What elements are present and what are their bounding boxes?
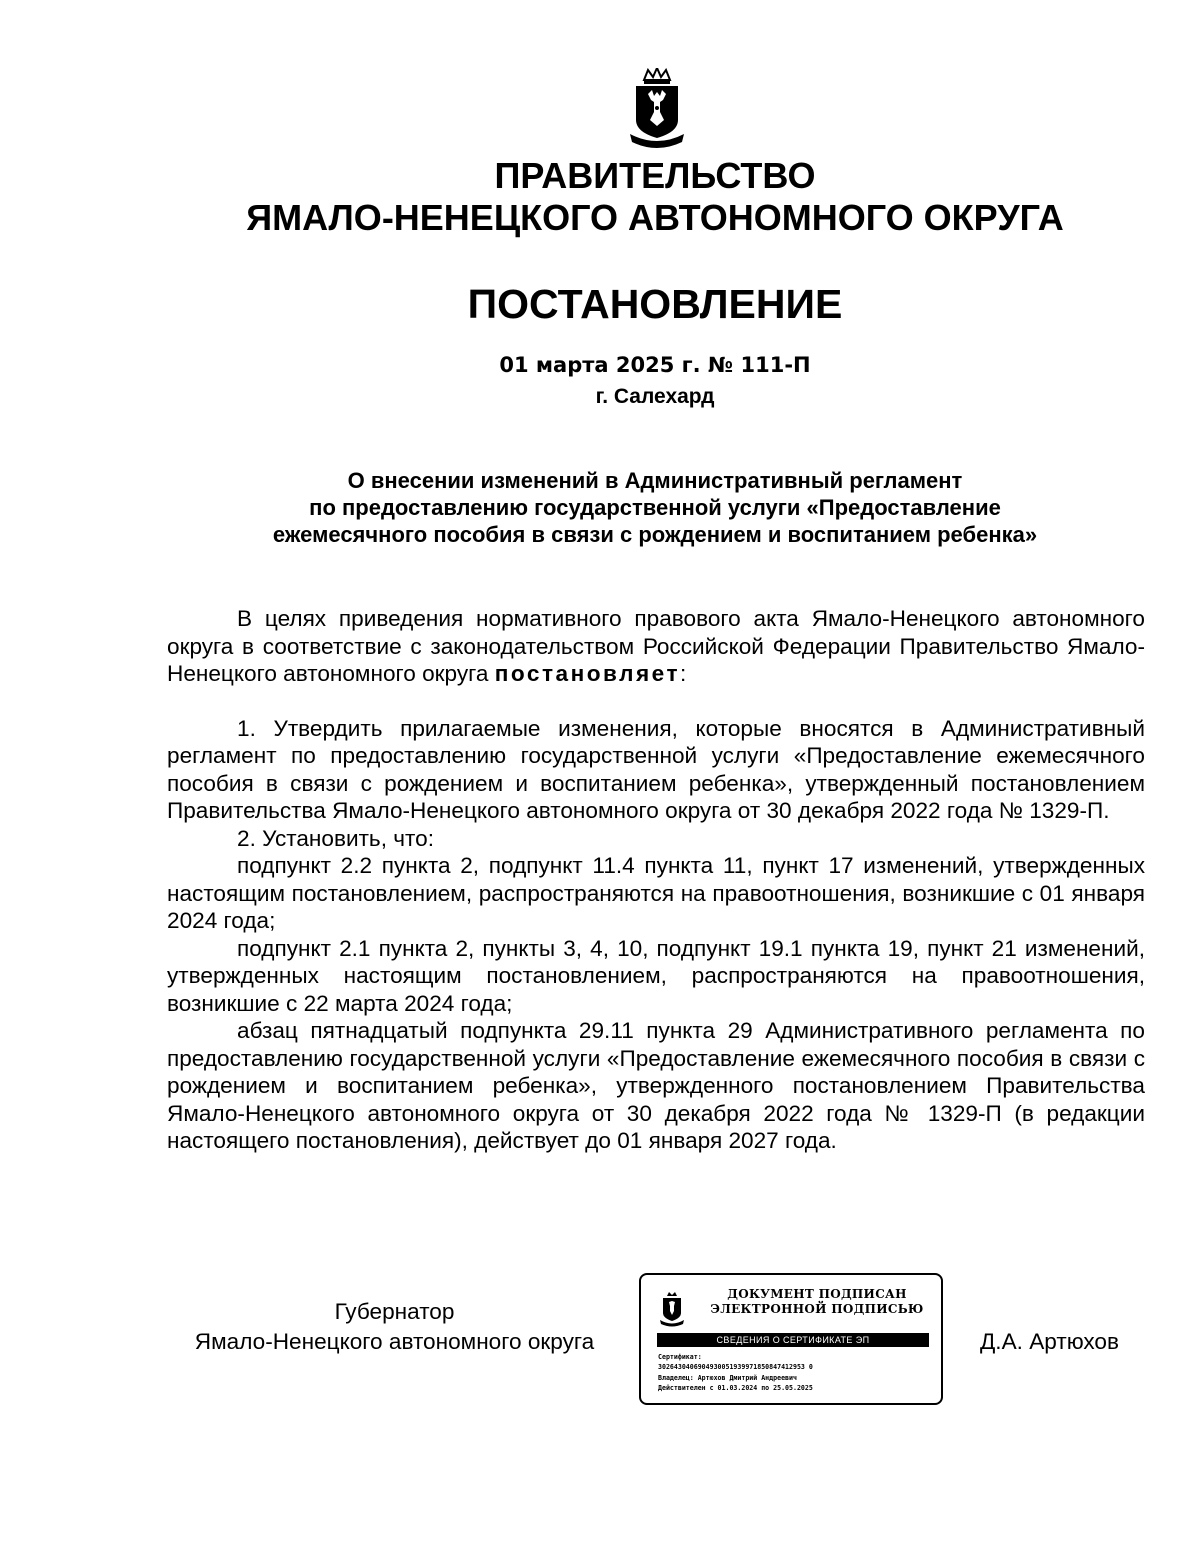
item-1-paragraph: 1. Утвердить прилагаемые изменения, которые вносятся в Административный регламент по предоставлению государственной услуги «Предоставление ежемесячного пособия в связи с рождением и воспитанием ребенка», утвержденный постановлением Правительства Ямало-Ненецкого автономного округа от 30 декабря 2022 года № 1329-П. xyxy=(167,715,1145,823)
certificate-owner: Владелец: Артюхов Дмитрий Андреевич xyxy=(658,1373,797,1382)
government-title-line2: ЯМАЛО-НЕНЕЦКОГО АВТОНОМНОГО ОКРУГА xyxy=(246,197,1064,238)
signatory-name: Д.А. Артюхов xyxy=(980,1329,1119,1354)
certificate-validity: Действителен с 01.03.2024 по 25.05.2025 xyxy=(658,1383,813,1392)
stamp-title-line1: ДОКУМЕНТ ПОДПИСАН xyxy=(727,1287,907,1301)
item-2-paragraph: 2. Установить, что: xyxy=(237,825,434,851)
preamble-end: : xyxy=(680,661,687,686)
signatory-position xyxy=(167,1297,622,1357)
resolves-word: постановляет xyxy=(494,661,681,686)
city: г. Салехард xyxy=(595,385,715,408)
electronic-signature-stamp xyxy=(639,1273,943,1405)
item-2c-paragraph: абзац пятнадцатый подпункта 29.11 пункта 29 Административного регламента по предоставлению государственной услуги «Предоставление ежемесячного пособия в связи с рождением и воспитанием ребенка», утвержденного постановлением Правительства Ямало-Ненецкого автономного округа от 30 декабря 2022 года № 1329-П (в редакции настоящего постановления), действует до 01 января 2027 года. xyxy=(167,1018,1145,1153)
stamp-title-line2: ЭЛЕКТРОННОЙ ПОДПИСЬЮ xyxy=(710,1302,924,1316)
signatory-position-line1: Губернатор xyxy=(334,1299,455,1324)
document-body xyxy=(167,605,1145,1155)
coat-of-arms-emblem xyxy=(626,68,688,150)
document-type-title: ПОСТАНОВЛЕНИЕ xyxy=(467,281,843,327)
subject-line: О внесении изменений в Административный регламент xyxy=(347,468,963,493)
signatory-position-line2: Ямало-Ненецкого автономного округа xyxy=(194,1329,595,1354)
document-subject xyxy=(0,467,1200,548)
preamble-text: В целях приведения нормативного правового акта Ямало-Ненецкого автономного округа в соответствие с законодательством Российской Федерации Правительство Ямало-Ненецкого автономного округа xyxy=(167,606,1145,686)
subject-line: ежемесячного пособия в связи с рождением и воспитанием ребенка» xyxy=(272,522,1038,547)
stamp-emblem-icon xyxy=(659,1291,685,1327)
certificate-label: Сертификат: xyxy=(658,1353,702,1361)
certificate-number: 3026430406904930051939971850847412953 0 xyxy=(658,1363,813,1372)
item-2a-paragraph: подпункт 2.2 пункта 2, подпункт 11.4 пункта 11, пункт 17 изменений, утвержденных настоящим постановлением, распространяются на правоотношения, возникшие с 01 января 2024 года; xyxy=(167,853,1145,933)
preamble-paragraph xyxy=(167,605,1145,688)
certificate-info-bar: СВЕДЕНИЯ О СЕРТИФИКАТЕ ЭП xyxy=(657,1333,929,1347)
subject-line: по предоставлению государственной услуги «Предоставление xyxy=(309,495,1001,520)
certificate-details xyxy=(658,1352,933,1393)
item-2b-paragraph: подпункт 2.1 пункта 2, пункты 3, 4, 10, подпункт 19.1 пункта 19, пункт 21 изменений, утвержденных настоящим постановлением, распространяются на правоотношения, возникшие с 22 марта 2024 года; xyxy=(167,935,1145,1016)
date-and-number: 01 марта 2025 г. № 111-П xyxy=(499,353,811,377)
government-title-line1: ПРАВИТЕЛЬСТВО xyxy=(494,155,816,196)
stamp-title xyxy=(703,1287,931,1317)
